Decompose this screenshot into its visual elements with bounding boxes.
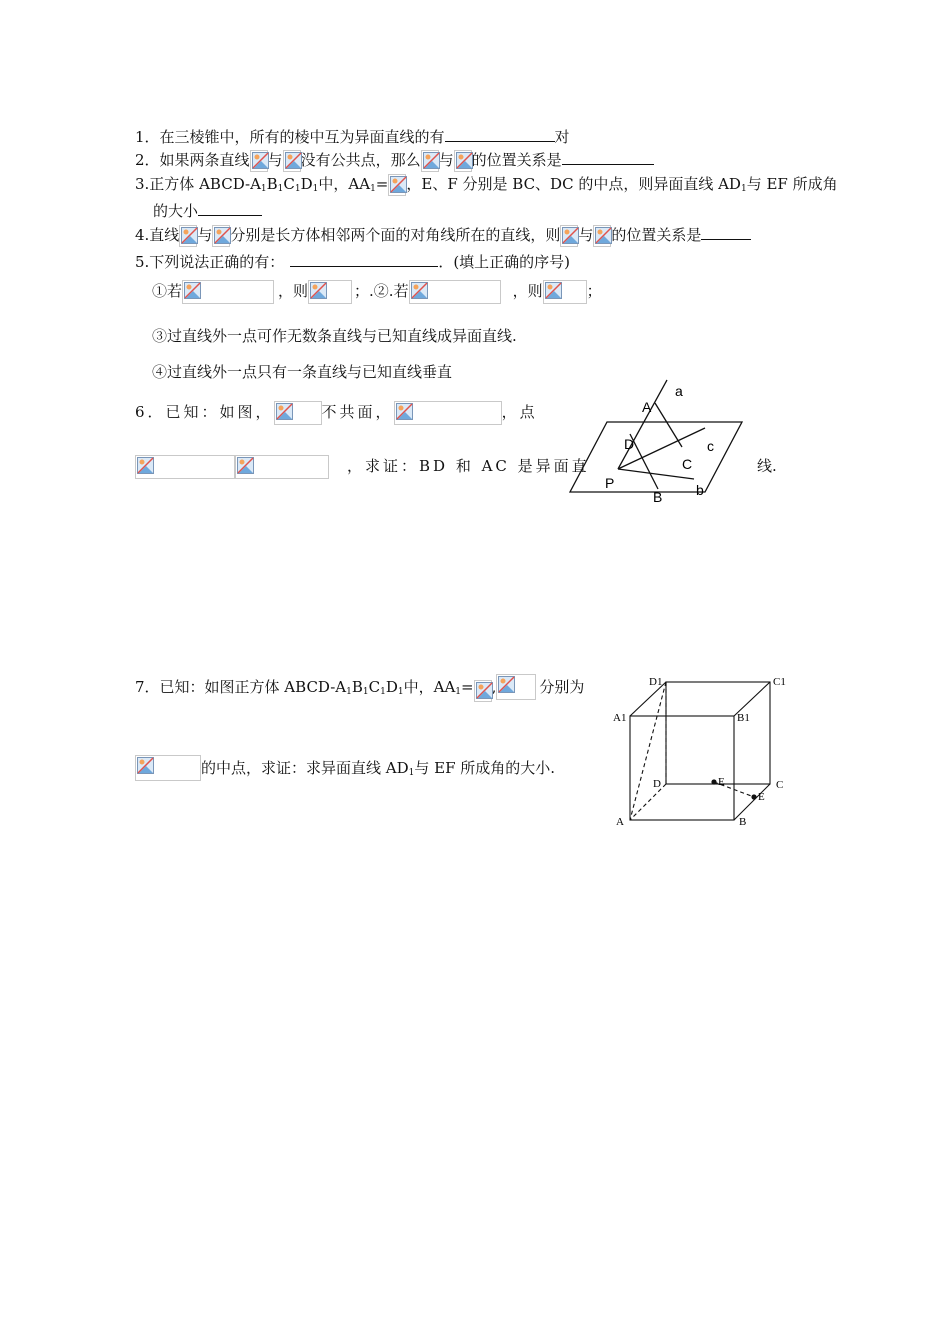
label-D1: D1 [649, 676, 663, 688]
q5-text: ①若 [152, 282, 183, 300]
label-P: P [605, 475, 615, 491]
question-2 [135, 150, 654, 172]
question-3 [135, 174, 838, 199]
q2-text: 与 [267, 151, 283, 169]
label-E-lower: E [758, 791, 765, 803]
question-6-line2-end [757, 452, 777, 480]
broken-image-icon [454, 150, 472, 172]
q3-text: 中，AA [318, 175, 371, 193]
point-e2 [751, 794, 756, 799]
subscript: 1 [260, 184, 267, 194]
q4-text: 与 [197, 226, 213, 244]
broken-image-icon [179, 225, 197, 247]
q3-text: = [375, 175, 389, 193]
question-6 [135, 398, 538, 426]
answer-blank[interactable] [701, 225, 751, 240]
q2-text: 2．如果两条直线 [135, 151, 250, 169]
q7-text: 中，AA [403, 678, 456, 696]
broken-image-icon [388, 174, 406, 196]
question-3-line2 [153, 201, 262, 221]
subscript: 1 [294, 184, 301, 194]
q7-text: 的中点，求证：求异面直线 AD [201, 759, 409, 777]
q7-text: 分别为 [539, 678, 585, 696]
question-7 [135, 673, 584, 706]
q4-text: 的位置关系是 [611, 226, 702, 244]
question-5-item-1 [152, 277, 602, 305]
question-7-line2 [135, 754, 555, 787]
q3-text: 的大小 [153, 202, 199, 220]
q6-text: ，求证：BD 和 AC 是异面直 [347, 457, 590, 475]
label-D: D [653, 778, 661, 790]
q4-text: 与 [578, 226, 594, 244]
label-b: b [696, 482, 704, 498]
subscript: 1 [362, 687, 369, 697]
broken-image-icon [274, 401, 322, 425]
label-C: C [682, 456, 693, 472]
cube-figure [608, 668, 793, 830]
label-E-upper: E [718, 776, 725, 788]
question-5 [135, 252, 570, 272]
q5-text: ，则 [278, 282, 309, 300]
q3-text: D [300, 175, 313, 193]
q5-text: ，则 [512, 282, 543, 300]
broken-image-icon [543, 280, 587, 304]
q1-text: 1．在三棱锥中，所有的棱中互为异面直线的有 [135, 128, 445, 146]
subscript: 1 [370, 184, 376, 194]
broken-image-icon [135, 755, 201, 781]
subscript: 1 [397, 687, 404, 697]
q2-text: 没有公共点，那么 [300, 151, 421, 169]
plane-lines-figure [560, 376, 750, 506]
label-a: a [675, 383, 683, 399]
broken-image-icon [409, 280, 501, 304]
broken-image-icon [474, 680, 492, 702]
line-a [618, 380, 667, 469]
question-5-item-4 [152, 362, 452, 382]
q3-text: 3.正方体 ABCD-A [135, 175, 261, 193]
label-c: c [707, 438, 714, 454]
label-B: B [739, 816, 747, 828]
q2-text: 的位置关系是 [471, 151, 562, 169]
subscript: 1 [346, 687, 352, 697]
q7-text: D [385, 678, 398, 696]
subscript: 1 [380, 687, 386, 697]
label-A1: A1 [613, 712, 627, 724]
label-A: A [616, 816, 624, 828]
broken-image-icon [421, 150, 439, 172]
label-B1: B1 [737, 712, 750, 724]
broken-image-icon [593, 225, 611, 247]
broken-image-icon [235, 455, 329, 479]
q3-text: ，E、F 分别是 BC、DC 的中点，则异面直线 AD [406, 175, 741, 193]
q4-text: 4.直线 [135, 226, 180, 244]
q6-text: ，点 [501, 403, 538, 421]
q7-text: 7．已知：如图正方体 ABCD-A [135, 678, 347, 696]
broken-image-icon [250, 150, 268, 172]
answer-blank[interactable] [445, 127, 555, 142]
broken-image-icon [394, 401, 502, 425]
question-1 [135, 127, 570, 147]
question-6-line2 [135, 452, 590, 480]
label-D: D [624, 436, 635, 452]
plane-outline [570, 422, 742, 492]
label-C1: C1 [773, 676, 786, 688]
q5-text: ．(填上正确的序号) [438, 253, 571, 271]
q6-text: 6．已知：如图， [135, 403, 274, 421]
diagonal-AD1 [630, 682, 666, 820]
label-B: B [653, 489, 663, 505]
q5-text: ③过直线外一点可作无数条直线与已知直线成异面直线. [152, 327, 517, 345]
answer-blank[interactable] [562, 150, 654, 165]
broken-image-icon [182, 280, 274, 304]
question-4 [135, 225, 751, 247]
question-5-item-3 [152, 326, 517, 346]
q1-suffix: 对 [554, 128, 570, 146]
q6-text: 不共面， [321, 403, 394, 421]
subscript: 1 [740, 184, 747, 194]
label-C: C [776, 779, 784, 791]
q3-text: 与 EF 所成角 [746, 175, 838, 193]
q5-text: 5.下列说法正确的有： [135, 253, 285, 271]
broken-image-icon [560, 225, 578, 247]
q7-text: B [351, 678, 363, 696]
answer-blank[interactable] [198, 201, 262, 216]
broken-image-icon [308, 280, 352, 304]
subscript: 1 [408, 768, 415, 778]
broken-image-icon [496, 674, 536, 700]
broken-image-icon [212, 225, 230, 247]
label-A: A [642, 399, 652, 415]
subscript: 1 [455, 687, 462, 697]
q6-text: 线. [757, 457, 777, 475]
broken-image-icon [283, 150, 301, 172]
q3-text: C [283, 175, 295, 193]
point-e1 [711, 779, 716, 784]
q7-text: 与 EF 所成角的大小. [414, 759, 556, 777]
q3-text: B [266, 175, 278, 193]
edge-C1B1 [734, 682, 770, 716]
q5-text: ④过直线外一点只有一条直线与已知直线垂直 [152, 363, 453, 381]
q4-text: 分别是长方体相邻两个面的对角线所在的直线，则 [230, 226, 561, 244]
q7-text: , [491, 678, 497, 696]
q5-text: ；.②.若 [354, 282, 409, 300]
subscript: 1 [312, 184, 319, 194]
broken-image-icon [135, 455, 235, 479]
q2-text: 与 [438, 151, 454, 169]
subscript: 1 [277, 184, 284, 194]
answer-blank[interactable] [290, 252, 438, 267]
q7-text: C [368, 678, 381, 696]
q5-text: ； [586, 282, 602, 300]
q7-text: = [461, 678, 474, 696]
